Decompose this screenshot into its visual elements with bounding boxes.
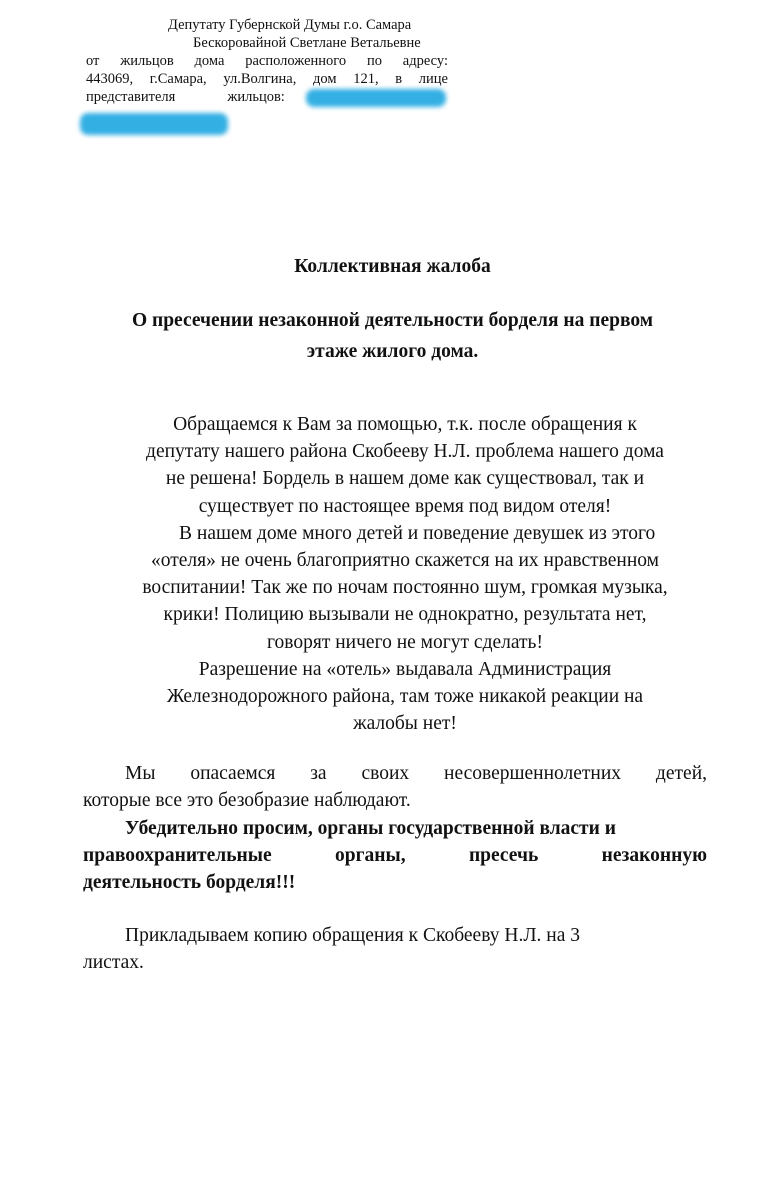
representative-label: представителя [86,89,176,105]
document-subtitle [0,305,761,367]
body-line: не решена! Бордель в нашем доме как существовал, так и [165,468,645,490]
redaction-mark [80,113,228,135]
paragraph-fear [83,760,707,814]
paragraph-line: Мы опасаемся за своих несовершеннолетних детей, [125,763,707,784]
body-line: «отеля» не очень благоприятно скажется на их нравственном [151,550,659,572]
body-line: В нашем доме много детей и поведение девушек из этого [154,522,656,544]
body-line: говорят ничего не могут сделать! [267,631,543,653]
body-line: Обращаемся к Вам за помощью, т.к. после обращения к [173,414,637,435]
body-line: Железнодорожного района, там тоже никакой реакции на [166,686,644,708]
complaint-body [50,411,760,737]
document-title: Коллективная жалоба [294,256,491,277]
body-line: депутату нашего района Скобееву Н.Л. проблема нашего дома [146,441,664,463]
paragraph-request [83,815,707,897]
redaction-mark [306,89,446,107]
representative-line [86,88,285,106]
paragraph-line: деятельность борделя!!! [83,872,296,894]
body-line: Разрешение на «отель» выдавала Администрация [198,658,612,680]
subtitle-line: О пресечении незаконной деятельности борделя на первом [131,310,654,331]
addressee-line: Депутату Губернской Думы г.о. Самара [168,17,412,33]
paragraph-attachment [83,922,707,976]
paragraph-line: которые все это безобразие наблюдают. [83,790,411,812]
residents-label: жильцов: [227,89,285,105]
sender-line: от жильцов дома расположенного по адресу: [86,53,448,69]
sender-address: 443069, г.Самара, ул.Волгина, дом 121, в лице [86,71,448,87]
body-line: воспитании! Так же по ночам постоянно шум, громкая музыка, [142,577,668,599]
body-line: жалобы нет! [353,713,457,735]
paragraph-line: правоохранительные органы, пресечь незаконную [83,845,707,867]
paragraph-line: Убедительно просим, органы государственной власти и [125,818,616,839]
paragraph-line: листах. [83,952,144,974]
paragraph-line: Прикладываем копию обращения к Скобееву Н.Л. на 3 [125,925,581,946]
addressee-name: Бескоровайной Светлане Ветальевне [193,35,421,51]
body-line: крики! Полицию вызывали не однократно, результата нет, [163,604,647,626]
subtitle-line: этаже жилого дома. [306,341,479,362]
body-line: существует по настоящее время под видом отеля! [198,495,612,517]
